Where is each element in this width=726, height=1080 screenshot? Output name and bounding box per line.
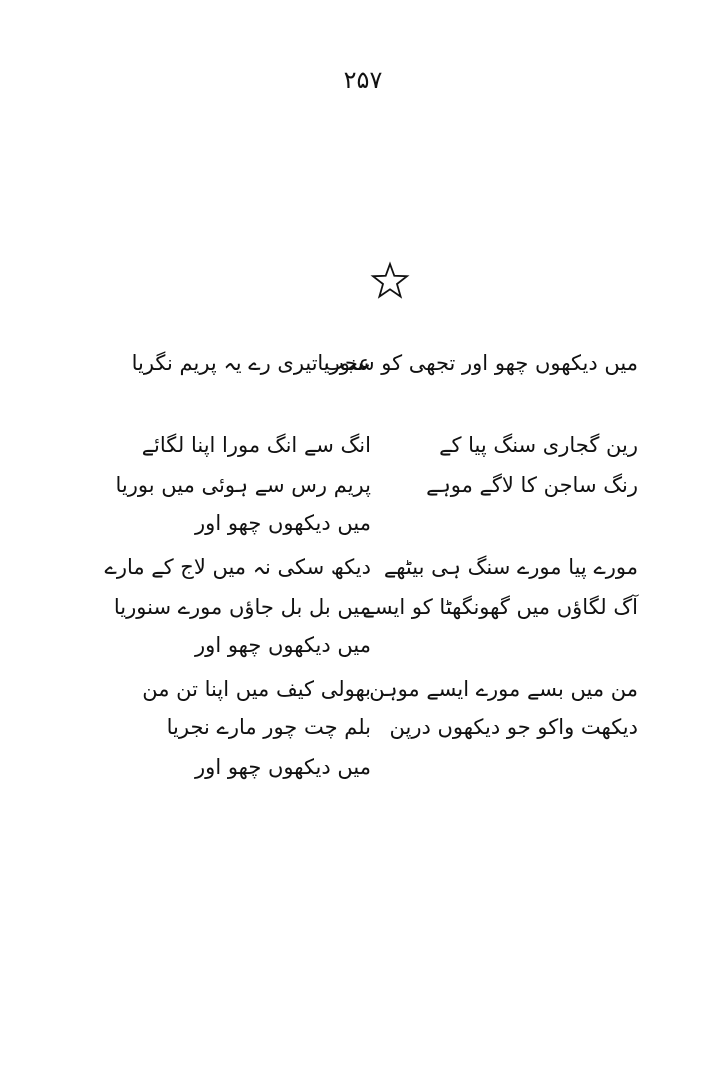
- star-icon: [371, 262, 409, 300]
- stanza3-line2-left: بلم چت چور مارے نجریا: [166, 715, 371, 739]
- stanza3-line2-right: دیکھت واکو جو دیکھوں درپن: [389, 715, 638, 739]
- page-number: ۲۵۷: [343, 66, 383, 94]
- opening-line-right: میں دیکھوں چھو اور تجھی کو سنوریا: [317, 351, 638, 375]
- stanza2-line1-right: مورے پیا مورے سنگ ہی بیٹھے: [383, 555, 638, 579]
- stanza1-line2-right: رنگ ساجن کا لاگے موہے: [426, 473, 638, 497]
- stanza1-refrain: میں دیکھوں چھو اور: [195, 511, 371, 535]
- stanza2-refrain: میں دیکھوں چھو اور: [195, 633, 371, 657]
- stanza3-line1-right: من میں بسے مورے ایسے موہن: [369, 677, 638, 701]
- stanza2-line1-left: دیکھ سکی نہ میں لاج کے مارے: [104, 555, 371, 579]
- stanza2-line2-left: میں بل بل جاؤں مورے سنوریا: [113, 595, 371, 619]
- stanza3-line1-left: بھولی کیف میں اپنا تن من: [142, 677, 371, 701]
- stanza1-line1-left: انگ سے انگ مورا اپنا لگائے: [141, 433, 371, 457]
- opening-line-left: عجب تیری رے یہ پریم نگریا: [131, 351, 371, 375]
- stanza1-line2-left: پریم رس سے ہوئی میں بوریا: [115, 473, 371, 497]
- stanza3-refrain: میں دیکھوں چھو اور: [195, 755, 371, 779]
- stanza1-line1-right: رین گجاری سنگ پیا کے: [439, 433, 638, 457]
- stanza2-line2-right: آگ لگاؤں میں گھونگھٹا کو ایسے: [362, 595, 638, 619]
